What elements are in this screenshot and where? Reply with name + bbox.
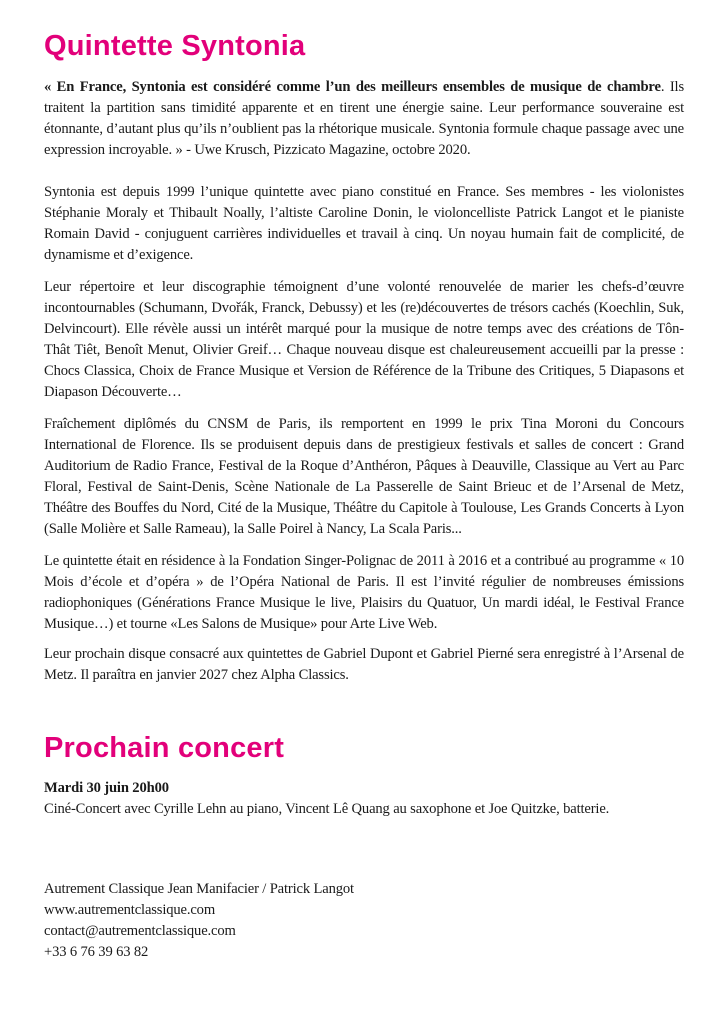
contact-website-link[interactable]: www.autrementclassique.com <box>44 902 216 918</box>
paragraph-members: Syntonia est depuis 1999 l’unique quintette avec piano constitué en France. Ses membres - les violonistes Stéphanie Moraly et Thibault Noally, l’altiste Caroline Donin, le violoncelliste Patrick Langot et le pianiste Romain David - conjuguent carrières individuelles et travail à cinq. Un noyau humain fait de complicité, de dynamisme et d’exigence. <box>44 184 684 263</box>
contact-phone[interactable]: +33 6 76 39 63 82 <box>44 944 149 960</box>
contact-block <box>44 879 684 963</box>
press-quote-bold: « En France, Syntonia est considéré comme l’un des meilleurs ensembles de musique de chambre <box>44 79 661 95</box>
concert-date: Mardi 30 juin 20h00 <box>44 780 169 796</box>
press-quote <box>44 77 684 161</box>
paragraph-residence: Le quintette était en résidence à la Fondation Singer-Polignac de 2011 à 2016 et a contribué au programme « 10 Mois d’école et d’opéra » de l’Opéra National de Paris. Il est l’invité régulier de nombreuses émissions radiophoniques (Générations France Musique le live, Plaisirs du Quatuor, Un mardi idéal, le Festival France Musique…) et tourne «Les Salons de Musique» pour Arte Live Web. <box>44 553 684 632</box>
section-title-prochain-concert: Prochain concert <box>44 732 285 764</box>
press-quote-rest: . Ils traitent la partition sans timidité apparente et en tirent une énergie saine. Leur performance souveraine est étonnante, d’autant plus qu’ils n’oublient pas la rhétorique musicale. Syntonia formule chaque passage avec une expression incroyable. » - Uwe Krusch, Pizzicato Magazine, octobre 2020. <box>44 79 684 158</box>
paragraph-next-album: Leur prochain disque consacré aux quintettes de Gabriel Dupont et Gabriel Pierné sera enregistré à l’Arsenal de Metz. Il paraîtra en janvier 2027 chez Alpha Classics. <box>44 646 684 683</box>
contact-email-link[interactable]: contact@autrementclassique.com <box>44 923 236 939</box>
concert-info <box>44 778 684 820</box>
section-title-quintette: Quintette Syntonia <box>44 30 306 62</box>
concert-description: Ciné-Concert avec Cyrille Lehn au piano, Vincent Lê Quang au saxophone et Joe Quitzke, batterie. <box>44 801 610 817</box>
paragraph-career: Fraîchement diplômés du CNSM de Paris, ils remportent en 1999 le prix Tina Moroni du Concours International de Florence. Ils se produisent depuis dans de prestigieux festivals et salles de concert : Grand Auditorium de Radio France, Festival de la Roque d’Anthéron, Pâques à Deauville, Classique au Vert au Parc Floral, Festival de Saint-Denis, Scène Nationale de La Passerelle de Saint Brieuc et de l’Arsenal de Metz, Théâtre des Bouffes du Nord, Cité de la Musique, Théâtre du Capitole à Toulouse, Les Grands Concerts à Lyon (Salle Molière et Salle Rameau), la Salle Poirel à Nancy, La Scala Paris... <box>44 416 684 537</box>
paragraph-repertoire: Leur répertoire et leur discographie témoignent d’une volonté renouvelée de marier les chefs-d’œuvre incontournables (Schumann, Dvořák, Franck, Debussy) et les (re)découvertes de trésors cachés (Koechlin, Suk, Delvincourt). Elle révèle aussi un intérêt marqué pour la musique de notre temps avec des créations de Tôn-Thât Tiêt, Benoît Menut, Olivier Greif… Chaque nouveau disque est chaleureusement accueilli par la presse : Chocs Classica, Choix de France Musique et Version de Référence de la Tribune des Critiques, 5 Diapasons et Diapason Découverte… <box>44 279 684 400</box>
contact-organization: Autrement Classique Jean Manifacier / Patrick Langot <box>44 881 354 897</box>
